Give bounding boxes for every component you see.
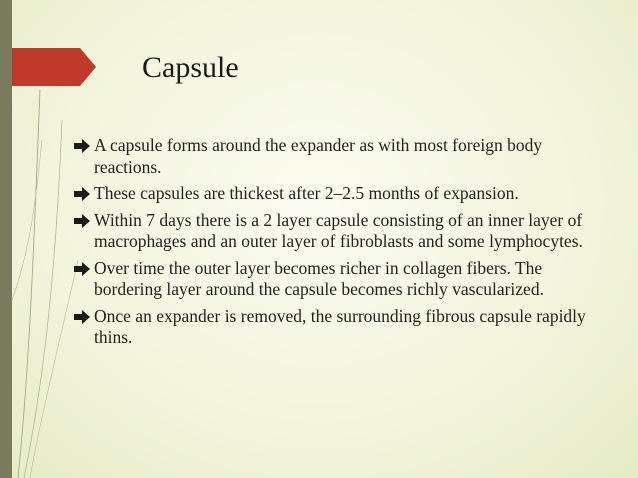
list-item — [74, 210, 594, 253]
list-item — [74, 183, 594, 205]
list-item — [74, 306, 594, 349]
arrow-right-icon — [74, 214, 90, 228]
slide-title: Capsule — [142, 51, 239, 84]
list-item — [74, 258, 594, 301]
bullet-list — [74, 135, 594, 354]
bullet-text: Within 7 days there is a 2 layer capsule consisting of an inner layer of macrophages and an outer layer of fibroblasts and some lymphocytes. — [94, 209, 583, 251]
bullet-text: These capsules are thickest after 2–2.5 months of expansion. — [94, 183, 519, 203]
bullet-text: Over time the outer layer becomes richer in collagen fibers. The bordering layer around the capsule becomes richly vascularized. — [94, 257, 544, 299]
arrow-right-icon — [74, 187, 90, 201]
bullet-text: A capsule forms around the expander as with most foreign body reactions. — [94, 135, 543, 177]
arrow-right-icon — [74, 262, 90, 276]
arrow-right-icon — [74, 310, 90, 324]
title-banner — [12, 48, 96, 86]
arrow-right-icon — [74, 139, 90, 153]
bullet-text: Once an expander is removed, the surrounding fibrous capsule rapidly thins. — [94, 305, 586, 347]
list-item — [74, 135, 594, 178]
